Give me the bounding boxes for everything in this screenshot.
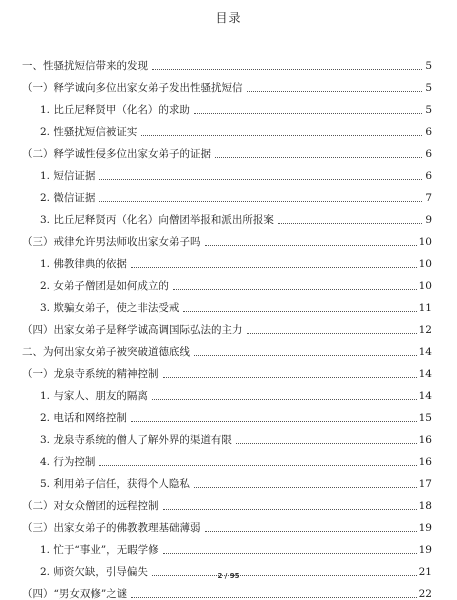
- toc-entry-text: 1. 与家人、朋友的隔离: [40, 390, 148, 402]
- toc-entry-page: 6: [425, 148, 432, 160]
- toc-entry[interactable]: [22, 78, 432, 94]
- toc-entry-page: 14: [418, 368, 432, 380]
- toc-entry[interactable]: [40, 298, 432, 314]
- toc-entry[interactable]: [40, 452, 432, 468]
- toc-entry[interactable]: [22, 518, 432, 534]
- toc-entry[interactable]: [40, 276, 432, 292]
- toc-entry[interactable]: [40, 100, 432, 116]
- toc-entry-page: 11: [418, 302, 432, 314]
- leader-dots: [99, 200, 422, 202]
- toc-entry-page: 16: [418, 456, 432, 468]
- toc-entry-page: 21: [418, 566, 432, 578]
- toc-entry-text: （四）出家女弟子是释学诚高调国际弘法的主力: [22, 324, 243, 336]
- leader-dots: [247, 90, 423, 92]
- toc-entry-text: 3. 欺骗女弟子，使之非法受戒: [40, 302, 180, 314]
- toc-entry[interactable]: [22, 496, 432, 512]
- leader-dots: [131, 266, 417, 268]
- toc-entry[interactable]: [40, 254, 432, 270]
- leader-dots: [152, 398, 417, 400]
- toc-entry-text: （四）“男女双修”之谜: [22, 588, 128, 600]
- toc-entry[interactable]: [40, 122, 432, 138]
- leader-dots: [215, 156, 422, 158]
- toc-entry-page: 17: [418, 478, 432, 490]
- toc-entry[interactable]: [40, 474, 432, 490]
- leader-dots: [99, 178, 422, 180]
- toc-entry[interactable]: [40, 540, 432, 556]
- toc-entry-page: 7: [425, 192, 432, 204]
- toc-entry[interactable]: [40, 430, 432, 446]
- toc-entry-text: 3. 比丘尼释贤丙（化名）向僧团举报和派出所报案: [40, 214, 274, 226]
- leader-dots: [205, 244, 417, 246]
- toc-entry-page: 15: [418, 412, 432, 424]
- toc-entry[interactable]: [40, 166, 432, 182]
- leader-dots: [131, 596, 416, 598]
- toc-entry-text: （一）龙泉寺系统的精神控制: [22, 368, 159, 380]
- toc-entry-text: 二、为何出家女弟子被突破道德底线: [22, 346, 190, 358]
- leader-dots: [99, 464, 416, 466]
- toc-entry-page: 5: [425, 82, 432, 94]
- leader-dots: [141, 134, 422, 136]
- toc-entry-page: 14: [418, 390, 432, 402]
- toc-title: 目录: [215, 11, 242, 25]
- toc-entry-page: 19: [418, 544, 432, 556]
- toc-entry[interactable]: [22, 56, 432, 72]
- page-number: 2 / 95: [217, 572, 240, 580]
- toc-entry-text: （三）出家女弟子的佛教教理基础薄弱: [22, 522, 201, 534]
- toc-entry-page: 6: [425, 170, 432, 182]
- toc-entry-page: 16: [418, 434, 432, 446]
- toc-entry-text: 1. 短信证据: [40, 170, 96, 182]
- leader-dots: [183, 310, 416, 312]
- toc-entry-text: 2. 师资欠缺，引导偏失: [40, 566, 148, 578]
- toc-entry-text: 1. 比丘尼释贤甲（化名）的求助: [40, 104, 190, 116]
- toc-entry[interactable]: [22, 584, 432, 600]
- toc-entry-text: 3. 龙泉寺系统的僧人了解外界的渠道有限: [40, 434, 232, 446]
- toc-entry[interactable]: [22, 364, 432, 380]
- toc-entry-text: （二）对女众僧团的远程控制: [22, 500, 159, 512]
- leader-dots: [194, 486, 417, 488]
- leader-dots: [194, 354, 417, 356]
- toc-entry-page: 5: [425, 104, 432, 116]
- toc-entry[interactable]: [40, 188, 432, 204]
- leader-dots: [131, 420, 417, 422]
- toc-entry-text: 2. 性骚扰短信被证实: [40, 126, 138, 138]
- toc-entry[interactable]: [40, 386, 432, 402]
- toc-entry-text: 2. 女弟子僧团是如何成立的: [40, 280, 169, 292]
- toc-entry-text: 5. 利用弟子信任，获得个人隐私: [40, 478, 190, 490]
- toc-entry-text: 2. 微信证据: [40, 192, 96, 204]
- toc-entry-text: （一）释学诚向多位出家女弟子发出性骚扰短信: [22, 82, 243, 94]
- leader-dots: [247, 332, 417, 334]
- toc-entry-text: 一、性骚扰短信带来的发现: [22, 60, 148, 72]
- toc-entry-page: 6: [425, 126, 432, 138]
- leader-dots: [163, 552, 417, 554]
- toc-entry-text: 1. 忙于“事业”，无暇学修: [40, 544, 159, 556]
- toc-entry-page: 9: [425, 214, 432, 226]
- leader-dots: [278, 222, 422, 224]
- leader-dots: [205, 530, 417, 532]
- toc-entry-text: 4. 行为控制: [40, 456, 96, 468]
- toc-entry-page: 22: [418, 588, 432, 600]
- toc-entry-text: （三）戒律允许男法师收出家女弟子吗: [22, 236, 201, 248]
- leader-dots: [163, 508, 417, 510]
- toc-entry-text: （二）释学诚性侵多位出家女弟子的证据: [22, 148, 211, 160]
- toc-entry-page: 19: [418, 522, 432, 534]
- toc-entry[interactable]: [22, 342, 432, 358]
- toc-entry-text: 1. 佛教律典的依据: [40, 258, 127, 270]
- leader-dots: [152, 68, 422, 70]
- leader-dots: [173, 288, 417, 290]
- toc-entry-page: 14: [418, 346, 432, 358]
- toc-entry-text: 2. 电话和网络控制: [40, 412, 127, 424]
- leader-dots: [163, 376, 417, 378]
- toc-entry[interactable]: [40, 408, 432, 424]
- toc-entry[interactable]: [22, 144, 432, 160]
- toc-entry-page: 10: [418, 280, 432, 292]
- toc-entry-page: 10: [418, 258, 432, 270]
- toc-entry[interactable]: [22, 320, 432, 336]
- toc-entry[interactable]: [22, 232, 432, 248]
- toc-entry-page: 18: [418, 500, 432, 512]
- toc-entry-page: 5: [425, 60, 432, 72]
- toc-entry-page: 10: [418, 236, 432, 248]
- toc-entry-page: 12: [418, 324, 432, 336]
- leader-dots: [236, 442, 417, 444]
- toc-entry[interactable]: [40, 210, 432, 226]
- leader-dots: [194, 112, 422, 114]
